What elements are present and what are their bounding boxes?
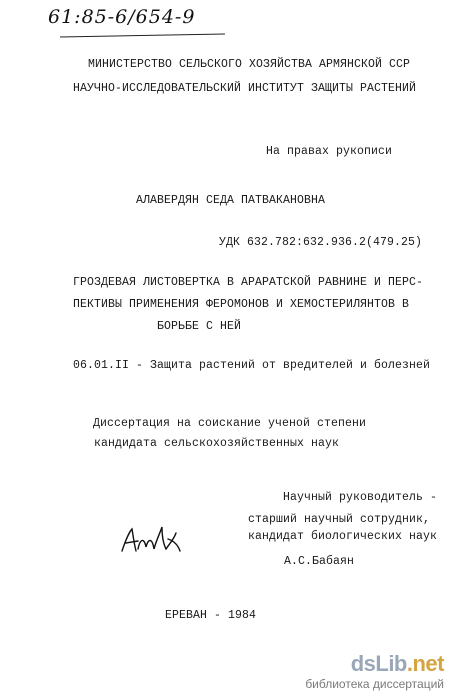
supervisor-name: А.С.Бабаян (284, 555, 355, 568)
rights-note: На правах рукописи (266, 145, 393, 158)
supervisor-role: Научный руководитель - (283, 491, 438, 504)
dissertation-line-2: кандидата сельскохозяйственных наук (94, 437, 340, 450)
specialty-code: 06.01.II - Защита растений от вредителей и болезней (73, 359, 431, 372)
handwritten-underline (60, 34, 225, 38)
title-line-1: ГРОЗДЕВАЯ ЛИСТОВЕРТКА В АРАРАТСКОЙ РАВНИНЕ И ПЕРС- (73, 276, 424, 289)
title-line-3: БОРЬБЕ С НЕЙ (157, 320, 242, 333)
title-line-2: ПЕКТИВЫ ПРИМЕНЕНИЯ ФЕРОМОНОВ И ХЕМОСТЕРИЛЯНТОВ В (73, 298, 410, 311)
place-and-year: ЕРЕВАН - 1984 (165, 609, 257, 622)
dslib-watermark (305, 651, 444, 691)
supervisor-position: старший научный сотрудник, (248, 513, 431, 526)
author-signature (118, 521, 188, 561)
author-name: АЛАВЕРДЯН СЕДА ПАТВАКАНОВНА (136, 194, 326, 207)
dslib-subtitle: библиотека диссертаций (305, 677, 444, 691)
handwritten-archive-code: 61:85-6/654-9 (48, 6, 196, 28)
dissertation-line-1: Диссертация на соискание ученой степени (93, 417, 367, 430)
institute-heading: НАУЧНО-ИССЛЕДОВАТЕЛЬСКИЙ ИНСТИТУТ ЗАЩИТЫ РАСТЕНИЙ (73, 82, 417, 95)
ministry-heading: МИНИСТЕРСТВО СЕЛЬСКОГО ХОЗЯЙСТВА АРМЯНСКОЙ ССР (88, 58, 411, 71)
udc-code: УДК 632.782:632.936.2(479.25) (219, 236, 423, 249)
dslib-logo: dsLib.net (350, 651, 444, 676)
supervisor-degree: кандидат биологических наук (248, 530, 438, 543)
